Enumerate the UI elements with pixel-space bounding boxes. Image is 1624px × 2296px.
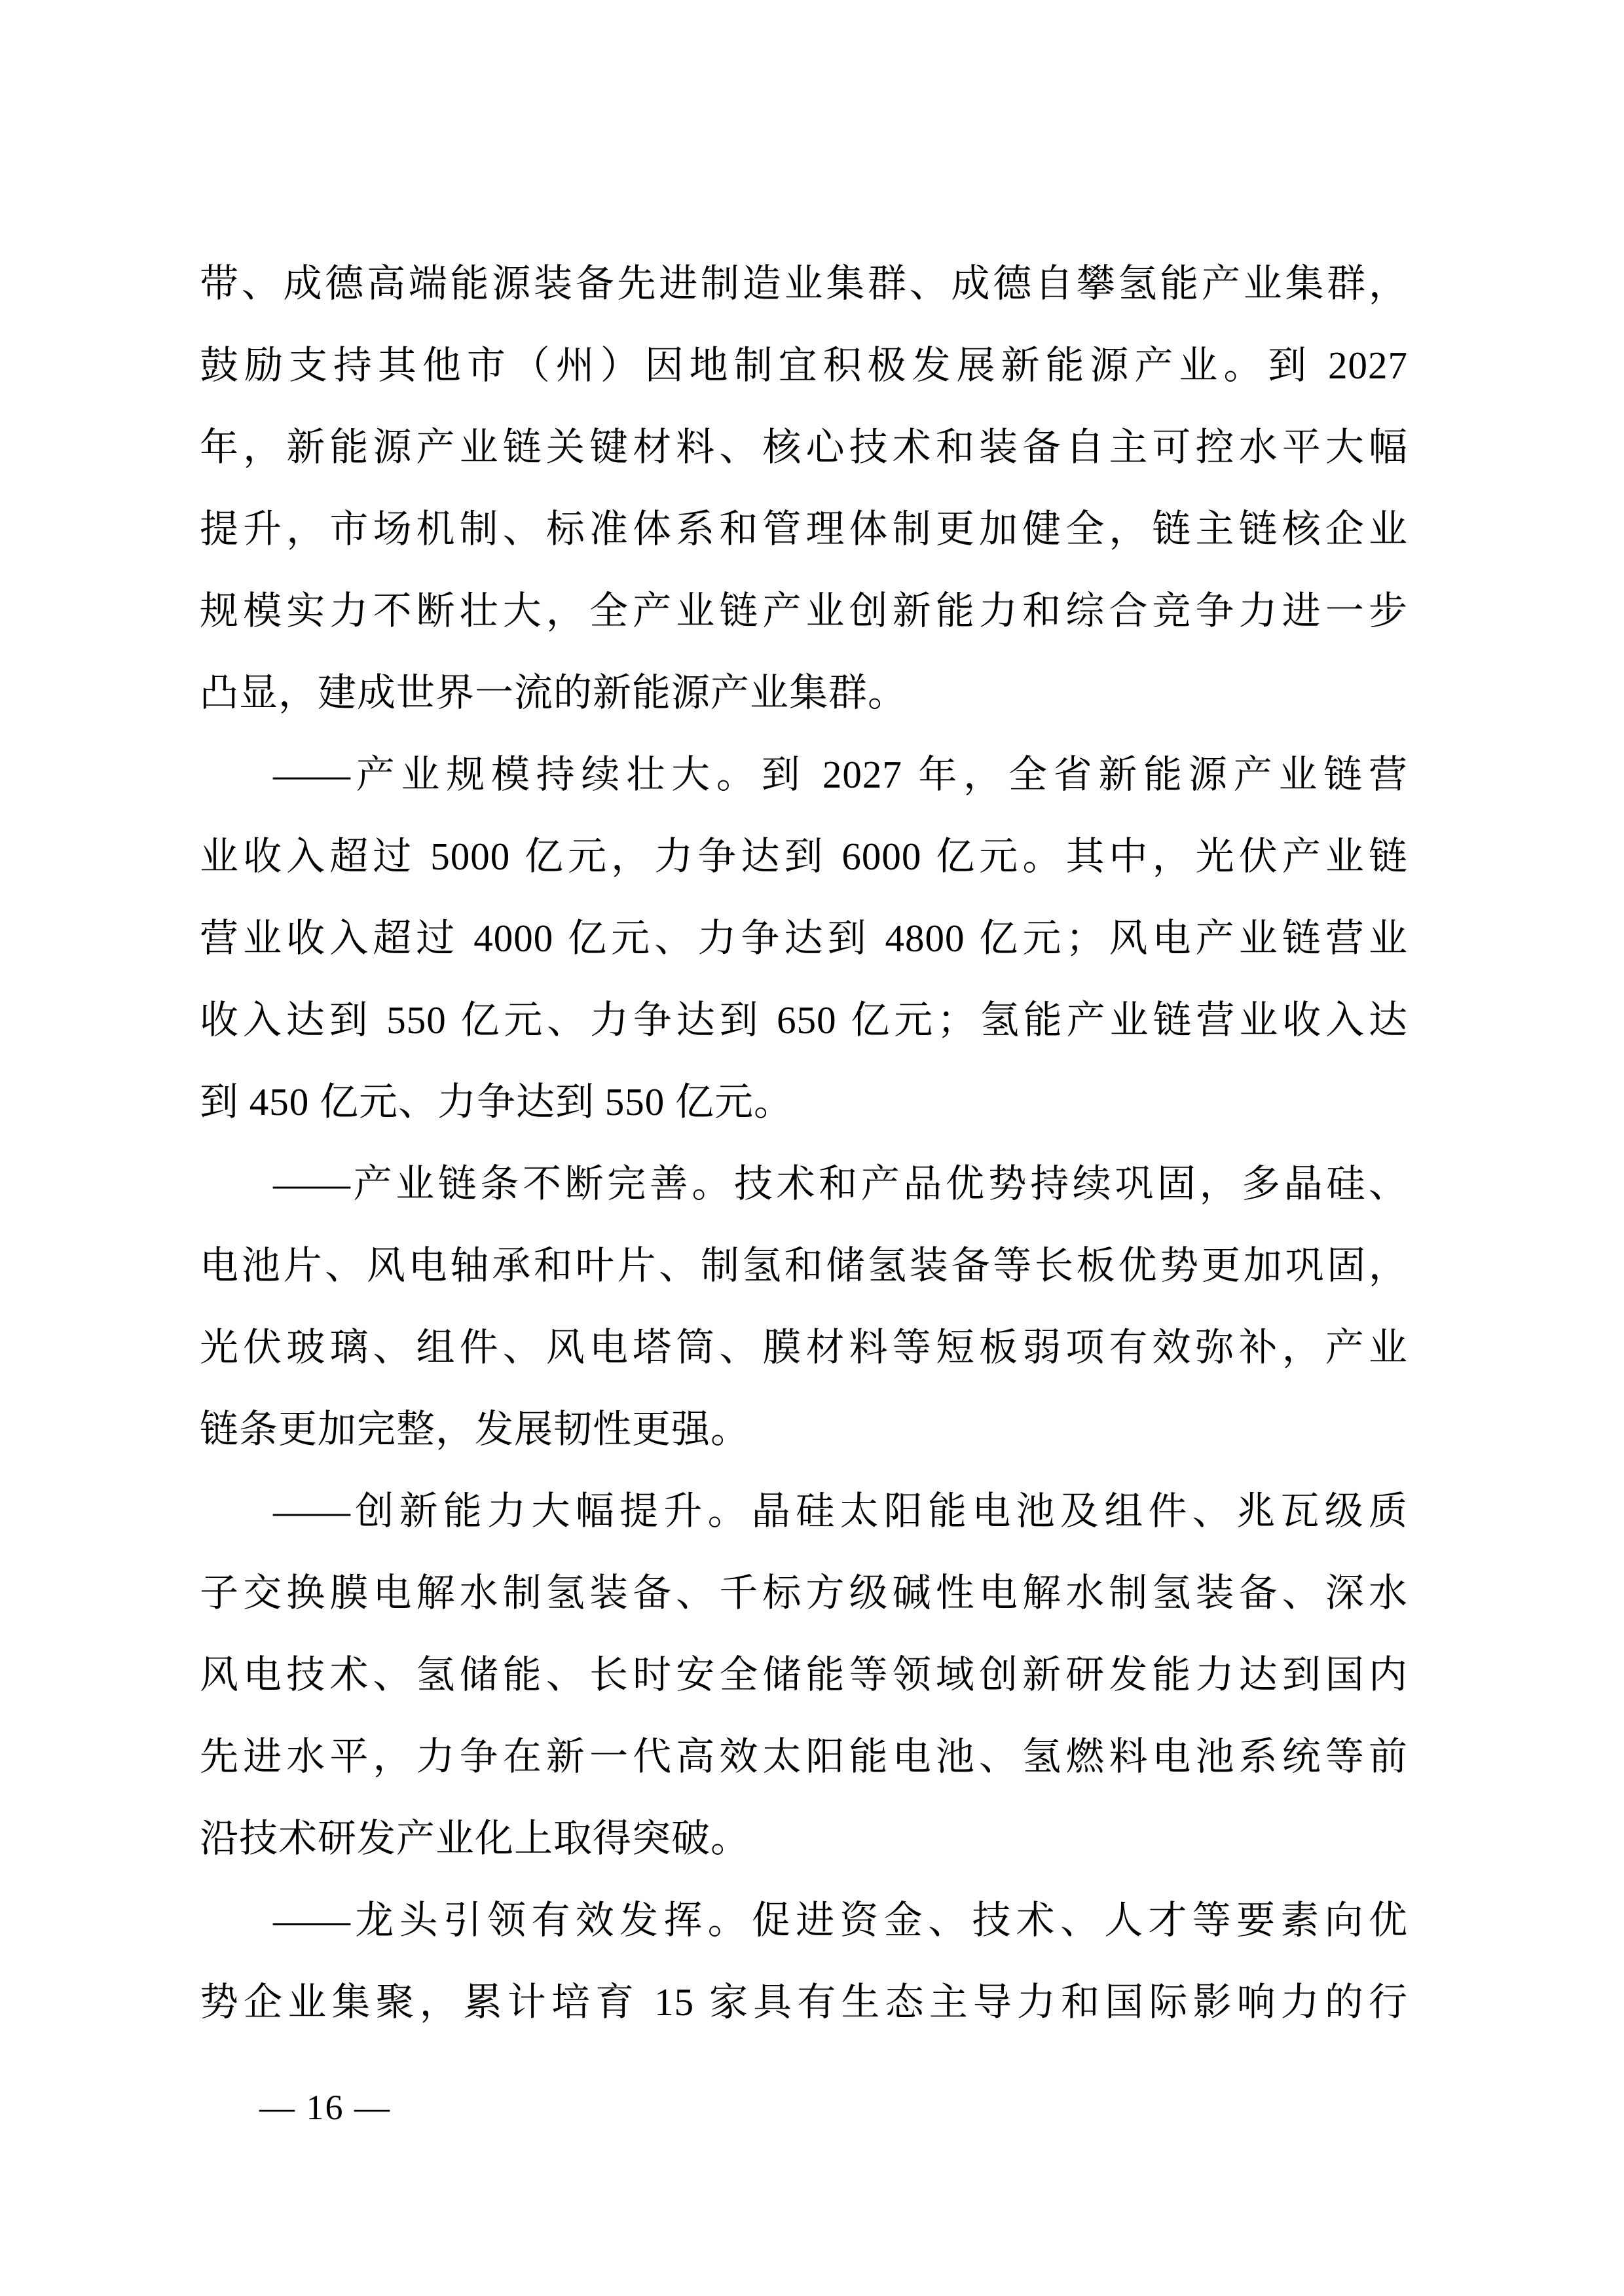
text-line bbox=[200, 1880, 1408, 1961]
line-text: 到 2027 年，全省新能源产业链营 bbox=[761, 753, 1408, 796]
paragraph bbox=[200, 734, 1408, 1143]
text-line: 提升，市场机制、标准体系和管理体制更加健全，链主链核企业 bbox=[200, 507, 1408, 551]
em-dash: —— bbox=[273, 1162, 350, 1205]
text-line: 业收入超过 5000 亿元，力争达到 6000 亿元。其中，光伏产业链 bbox=[200, 835, 1408, 878]
paragraph bbox=[200, 1880, 1408, 2043]
paragraph-lead: 龙头引领有效发挥。 bbox=[350, 1899, 752, 1942]
em-dash: —— bbox=[273, 1489, 350, 1533]
text-line: 光伏玻璃、组件、风电塔筒、膜材料等短板弱项有效弥补，产业 bbox=[200, 1326, 1408, 1369]
text-line: 风电技术、氢储能、长时安全储能等领域创新研发能力达到国内 bbox=[200, 1653, 1408, 1696]
text-line: 先进水平，力争在新一代高效太阳能电池、氢燃料电池系统等前 bbox=[200, 1735, 1408, 1778]
line-text: 促进资金、技术、人才等要素向优 bbox=[751, 1899, 1408, 1942]
text-line: 电池片、风电轴承和叶片、制氢和储氢装备等长板优势更加巩固， bbox=[200, 1244, 1408, 1287]
text-line: 营业收入超过 4000 亿元、力争达到 4800 亿元；风电产业链营业 bbox=[200, 917, 1408, 960]
text-line bbox=[200, 1143, 1408, 1225]
text-line: 收入达到 550 亿元、力争达到 650 亿元；氢能产业链营业收入达 bbox=[200, 998, 1408, 1042]
page-number: — 16 — bbox=[259, 2088, 391, 2127]
paragraph-lead: 产业链条不断完善。 bbox=[350, 1162, 734, 1205]
text-line: 势企业集聚，累计培育 15 家具有生态主导力和国际影响力的行 bbox=[200, 1980, 1408, 2024]
text-line: 子交换膜电解水制氢装备、千标方级碱性电解水制氢装备、深水 bbox=[200, 1571, 1408, 1614]
text-line bbox=[200, 734, 1408, 816]
paragraph bbox=[200, 243, 1408, 734]
page-footer bbox=[259, 2090, 391, 2125]
em-dash: —— bbox=[273, 1899, 350, 1942]
document-body bbox=[200, 243, 1408, 2043]
text-line: 规模实力不断壮大，全产业链产业创新能力和综合竞争力进一步 bbox=[200, 589, 1408, 632]
text-line: 到 450 亿元、力争达到 550 亿元。 bbox=[200, 1080, 794, 1123]
em-dash: —— bbox=[273, 753, 350, 796]
paragraph-lead: 产业规模持续壮大。 bbox=[350, 753, 762, 796]
line-text: 技术和产品优势持续巩固，多晶硅、 bbox=[734, 1162, 1408, 1205]
text-line: 链条更加完整，发展韧性更强。 bbox=[200, 1408, 750, 1451]
text-line bbox=[200, 1470, 1408, 1552]
text-line: 鼓励支持其他市（州）因地制宜积极发展新能源产业。到 2027 bbox=[200, 344, 1408, 387]
text-line: 带、成德高端能源装备先进制造业集群、成德自攀氢能产业集群， bbox=[200, 262, 1408, 305]
paragraph bbox=[200, 1143, 1408, 1470]
paragraph-lead: 创新能力大幅提升。 bbox=[350, 1489, 752, 1533]
paragraph bbox=[200, 1470, 1408, 1880]
text-line: 沿技术研发产业化上取得突破。 bbox=[200, 1817, 750, 1860]
line-text: 晶硅太阳能电池及组件、兆瓦级质 bbox=[751, 1489, 1408, 1533]
text-line: 凸显，建成世界一流的新能源产业集群。 bbox=[200, 671, 908, 714]
text-line: 年，新能源产业链关键材料、核心技术和装备自主可控水平大幅 bbox=[200, 426, 1408, 469]
